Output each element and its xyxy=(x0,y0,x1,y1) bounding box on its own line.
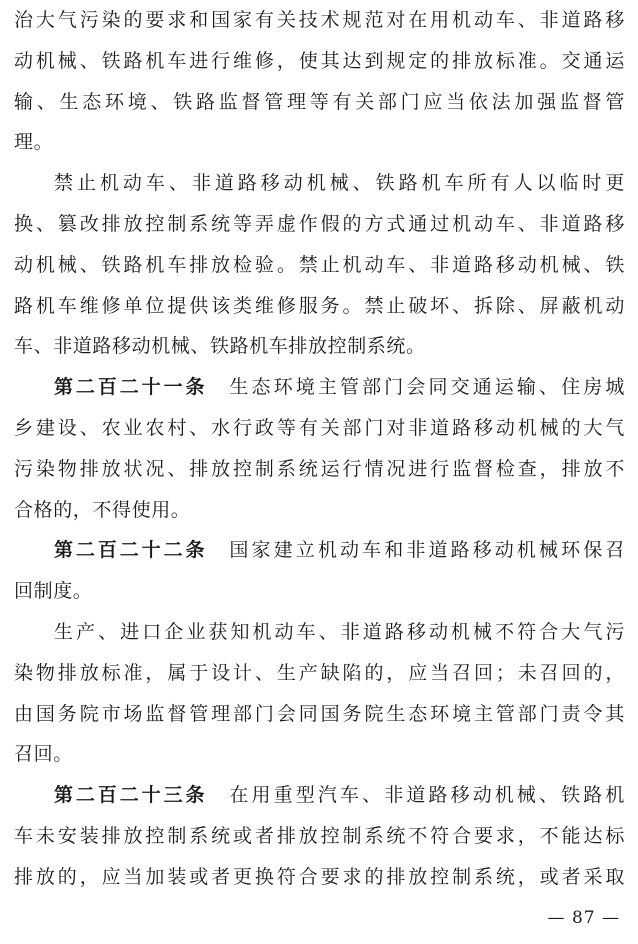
document-page xyxy=(14,0,625,898)
text-line: 污染物排放状况、排放控制系统运行情况进行监督检查，排放不 xyxy=(14,457,625,480)
text-line xyxy=(14,775,625,816)
text-line: 输、生态环境、铁路监督管理等有关部门应当依法加强监督管 xyxy=(14,90,625,113)
text-line: 回制度。 xyxy=(14,580,93,603)
text-line: 动机械、铁路机车进行维修，使其达到规定的排放标准。交通运 xyxy=(14,49,625,72)
text-line: 合格的，不得使用。 xyxy=(14,498,191,521)
text-line: 理。 xyxy=(14,131,54,154)
article-title: 第二百二十三条 xyxy=(54,784,208,807)
text-line: 生产、进口企业获知机动车、非道路移动机械不符合大气污 xyxy=(54,620,625,643)
article-221 xyxy=(14,367,625,530)
text-line: 乡建设、农业农村、水行政等有关部门对非道路移动机械的大气 xyxy=(14,416,625,439)
article-text: 生态环境主管部门会同交通运输、住房城 xyxy=(229,376,625,399)
article-title: 第二百二十一条 xyxy=(54,376,208,399)
text-line: 路机车维修单位提供该类维修服务。禁止破坏、拆除、屏蔽机动 xyxy=(14,294,625,317)
text-line: 召回。 xyxy=(14,743,73,766)
article-223 xyxy=(14,775,625,897)
page-number: — 87 — xyxy=(547,908,620,928)
paragraph-prohibition xyxy=(14,163,625,367)
text-line: 车、非道路移动机械、铁路机车排放控制系统。 xyxy=(14,335,426,358)
text-line xyxy=(14,530,625,571)
text-line xyxy=(14,367,625,408)
article-text: 在用重型汽车、非道路移动机械、铁路机 xyxy=(229,784,625,807)
paragraph-continued xyxy=(14,0,625,163)
text-line: 禁止机动车、非道路移动机械、铁路机车所有人以临时更 xyxy=(54,172,625,195)
text-line: 排放的，应当加装或者更换符合要求的排放控制系统，或者采取 xyxy=(14,865,625,888)
text-line: 换、篡改排放控制系统等弄虚作假的方式通过机动车、非道路移 xyxy=(14,212,625,235)
article-222 xyxy=(14,530,625,612)
article-title: 第二百二十二条 xyxy=(54,539,208,562)
paragraph-recall xyxy=(14,612,625,775)
text-line: 治大气污染的要求和国家有关技术规范对在用机动车、非道路移 xyxy=(14,9,625,31)
text-line: 车未安装排放控制系统或者排放控制系统不符合要求，不能达标 xyxy=(14,824,625,847)
text-line: 染物排放标准，属于设计、生产缺陷的，应当召回；未召回的， xyxy=(14,661,625,684)
article-text: 国家建立机动车和非道路移动机械环保召 xyxy=(229,539,625,562)
text-line: 由国务院市场监督管理部门会同国务院生态环境主管部门责令其 xyxy=(14,702,625,725)
text-line: 动机械、铁路机车排放检验。禁止机动车、非道路移动机械、铁 xyxy=(14,253,625,276)
